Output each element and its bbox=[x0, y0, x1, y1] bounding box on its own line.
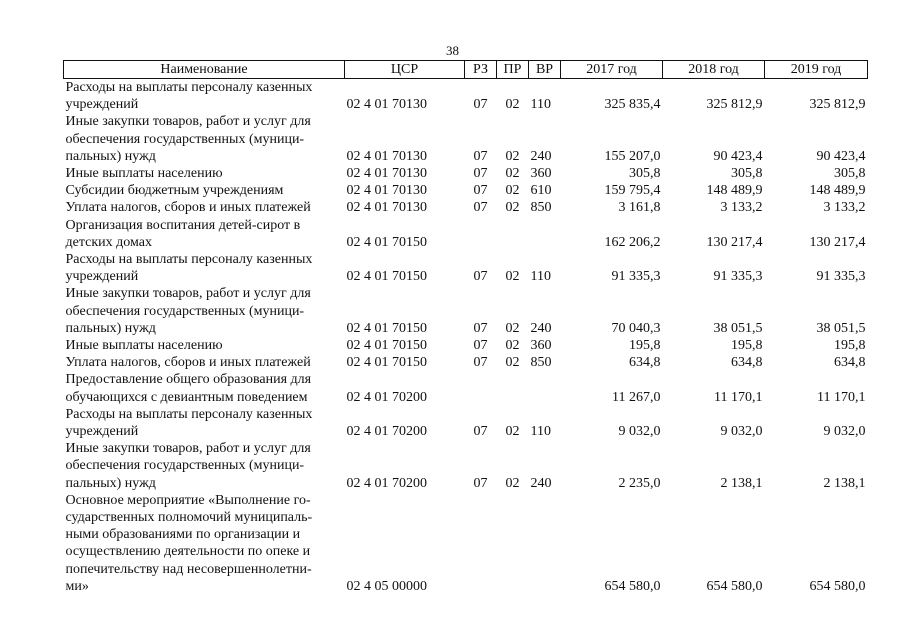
row-name bbox=[64, 440, 345, 492]
row-name bbox=[64, 182, 345, 199]
row-value-2017: 305,8 bbox=[629, 166, 661, 182]
row-value-2017: 159 795,4 bbox=[604, 183, 661, 199]
row-name bbox=[64, 79, 345, 114]
row-value-2018: 634,8 bbox=[731, 355, 763, 371]
row-vr: 360 bbox=[530, 338, 552, 354]
row-value-2017: 654 580,0 bbox=[604, 578, 661, 594]
row-value-2017: 91 335,3 bbox=[611, 269, 661, 285]
row-csr: 02 4 01 70150 bbox=[346, 338, 427, 354]
table-header-row bbox=[64, 61, 868, 79]
row-value-2017: 162 206,2 bbox=[604, 234, 661, 250]
row-value-2018: 305,8 bbox=[731, 166, 763, 182]
header-pr: ПР bbox=[497, 61, 529, 79]
row-pr bbox=[497, 492, 529, 595]
row-vr bbox=[529, 217, 561, 251]
table-row bbox=[64, 285, 868, 337]
row-name-line: обеспечения государственных (муници- bbox=[65, 458, 305, 474]
row-value-2019: 9 032,0 bbox=[823, 424, 866, 440]
row-value-2018: 148 489,9 bbox=[706, 183, 763, 199]
row-name-line: Организация воспитания детей-сирот в bbox=[65, 217, 301, 233]
header-year-2019: 2019 год bbox=[765, 61, 868, 79]
row-name-line: Предоставление общего образования для bbox=[65, 372, 312, 388]
row-csr: 02 4 01 70150 bbox=[346, 355, 427, 371]
table-row bbox=[64, 440, 868, 492]
row-vr: 240 bbox=[530, 475, 552, 491]
row-value-2018: 654 580,0 bbox=[706, 578, 763, 594]
row-vr: 110 bbox=[530, 97, 551, 113]
row-name bbox=[64, 492, 345, 595]
header-vr: ВР bbox=[529, 61, 561, 79]
row-value-2018: 90 423,4 bbox=[713, 148, 763, 164]
row-value-2017: 195,8 bbox=[629, 338, 661, 354]
row-rz: 07 bbox=[473, 320, 488, 336]
row-pr: 02 bbox=[505, 166, 520, 182]
row-value-2017: 155 207,0 bbox=[604, 148, 661, 164]
row-pr: 02 bbox=[505, 355, 520, 371]
row-pr: 02 bbox=[505, 338, 520, 354]
row-value-2018: 38 051,5 bbox=[713, 320, 763, 336]
row-pr: 02 bbox=[505, 97, 520, 113]
row-name-line: пальных) нужд bbox=[65, 320, 156, 336]
row-value-2019: 195,8 bbox=[834, 338, 866, 354]
row-name-line: Расходы на выплаты персоналу казенных bbox=[65, 406, 313, 422]
row-name-line: обеспечения государственных (муници- bbox=[65, 131, 305, 147]
header-year-2018: 2018 год bbox=[663, 61, 765, 79]
table-row bbox=[64, 182, 868, 199]
row-csr: 02 4 01 70200 bbox=[346, 424, 427, 440]
row-pr: 02 bbox=[505, 200, 520, 216]
row-rz: 07 bbox=[473, 269, 488, 285]
table-row bbox=[64, 217, 868, 251]
row-name-line: учреждений bbox=[65, 269, 139, 285]
row-name bbox=[64, 354, 345, 371]
table-row bbox=[64, 79, 868, 114]
row-value-2019: 325 812,9 bbox=[809, 97, 866, 113]
row-rz: 07 bbox=[473, 200, 488, 216]
row-value-2017: 325 835,4 bbox=[604, 97, 661, 113]
row-name-line: Иные выплаты населению bbox=[65, 338, 223, 354]
row-name-line: обеспечения государственных (муници- bbox=[65, 303, 305, 319]
row-csr: 02 4 01 70150 bbox=[346, 320, 427, 336]
row-name-line: Уплата налогов, сборов и иных платежей bbox=[65, 200, 311, 216]
row-value-2018: 195,8 bbox=[731, 338, 763, 354]
row-csr: 02 4 01 70150 bbox=[346, 234, 427, 250]
table-row bbox=[64, 165, 868, 182]
row-rz bbox=[465, 492, 497, 595]
row-value-2019: 2 138,1 bbox=[823, 475, 866, 491]
row-vr: 850 bbox=[530, 200, 552, 216]
row-value-2019: 3 133,2 bbox=[823, 200, 866, 216]
row-value-2017: 3 161,8 bbox=[618, 200, 661, 216]
row-rz: 07 bbox=[473, 355, 488, 371]
row-name bbox=[64, 217, 345, 251]
row-name-line: ными образованиями по организации и bbox=[65, 527, 301, 543]
table-row bbox=[64, 492, 868, 595]
row-vr: 110 bbox=[530, 269, 551, 285]
row-value-2019: 634,8 bbox=[834, 355, 866, 371]
row-value-2018: 130 217,4 bbox=[706, 234, 763, 250]
row-value-2019: 38 051,5 bbox=[816, 320, 866, 336]
row-value-2018: 9 032,0 bbox=[720, 424, 763, 440]
table-row bbox=[64, 251, 868, 285]
row-value-2017: 9 032,0 bbox=[618, 424, 661, 440]
table-row bbox=[64, 371, 868, 405]
row-name-line: сударственных полномочий муниципаль- bbox=[65, 510, 313, 526]
table-body bbox=[64, 79, 868, 596]
row-name-line: учреждений bbox=[65, 97, 139, 113]
row-value-2019: 90 423,4 bbox=[816, 148, 866, 164]
row-rz bbox=[465, 371, 497, 405]
row-name bbox=[64, 199, 345, 216]
table-row bbox=[64, 113, 868, 165]
table-row bbox=[64, 199, 868, 216]
row-rz: 07 bbox=[473, 148, 488, 164]
row-name-line: Уплата налогов, сборов и иных платежей bbox=[65, 355, 311, 371]
row-name-line: осуществлению деятельности по опеке и bbox=[65, 544, 311, 560]
row-csr: 02 4 05 00000 bbox=[346, 578, 427, 594]
row-pr: 02 bbox=[505, 269, 520, 285]
row-name-line: Иные закупки товаров, работ и услуг для bbox=[65, 114, 311, 130]
row-value-2018: 325 812,9 bbox=[706, 97, 763, 113]
row-pr: 02 bbox=[505, 183, 520, 199]
row-pr: 02 bbox=[505, 475, 520, 491]
header-name: Наименование bbox=[64, 61, 345, 79]
row-name bbox=[64, 337, 345, 354]
header-year-2017: 2017 год bbox=[561, 61, 663, 79]
row-rz: 07 bbox=[473, 475, 488, 491]
row-value-2017: 70 040,3 bbox=[611, 320, 661, 336]
row-vr: 240 bbox=[530, 148, 552, 164]
row-csr: 02 4 01 70130 bbox=[346, 200, 427, 216]
row-vr: 850 bbox=[530, 355, 552, 371]
row-pr bbox=[497, 217, 529, 251]
row-value-2019: 91 335,3 bbox=[816, 269, 866, 285]
row-csr: 02 4 01 70150 bbox=[346, 269, 427, 285]
row-vr: 110 bbox=[530, 424, 551, 440]
row-vr: 610 bbox=[530, 183, 552, 199]
budget-table bbox=[63, 60, 868, 595]
row-value-2018: 2 138,1 bbox=[720, 475, 763, 491]
row-vr bbox=[529, 492, 561, 595]
header-csr: ЦСР bbox=[345, 61, 465, 79]
row-value-2018: 91 335,3 bbox=[713, 269, 763, 285]
header-rz: РЗ bbox=[465, 61, 497, 79]
table-row bbox=[64, 337, 868, 354]
row-value-2017: 11 267,0 bbox=[612, 389, 661, 405]
row-pr: 02 bbox=[505, 424, 520, 440]
row-pr: 02 bbox=[505, 320, 520, 336]
row-value-2017: 2 235,0 bbox=[618, 475, 661, 491]
row-rz bbox=[465, 217, 497, 251]
row-csr: 02 4 01 70130 bbox=[346, 97, 427, 113]
row-name-line: пальных) нужд bbox=[65, 475, 156, 491]
row-rz: 07 bbox=[473, 183, 488, 199]
row-name-line: Иные закупки товаров, работ и услуг для bbox=[65, 286, 311, 302]
row-name-line: Расходы на выплаты персоналу казенных bbox=[65, 252, 313, 268]
row-vr: 360 bbox=[530, 166, 552, 182]
row-csr: 02 4 01 70130 bbox=[346, 166, 427, 182]
table-row bbox=[64, 406, 868, 440]
row-value-2018: 11 170,1 bbox=[714, 389, 763, 405]
row-name-line: пальных) нужд bbox=[65, 148, 156, 164]
row-csr: 02 4 01 70130 bbox=[346, 148, 427, 164]
row-vr bbox=[529, 371, 561, 405]
row-name bbox=[64, 165, 345, 182]
row-name-line: учреждений bbox=[65, 424, 139, 440]
row-csr: 02 4 01 70130 bbox=[346, 183, 427, 199]
row-name-line: обучающихся с девиантным поведением bbox=[65, 389, 308, 405]
row-value-2017: 634,8 bbox=[629, 355, 661, 371]
row-value-2019: 130 217,4 bbox=[809, 234, 866, 250]
row-name-line: детских домах bbox=[65, 234, 152, 250]
row-name-line: Иные выплаты населению bbox=[65, 166, 223, 182]
row-rz: 07 bbox=[473, 166, 488, 182]
row-rz: 07 bbox=[473, 424, 488, 440]
row-pr: 02 bbox=[505, 148, 520, 164]
page-number: 38 bbox=[446, 43, 459, 58]
row-value-2019: 11 170,1 bbox=[817, 389, 866, 405]
row-value-2019: 305,8 bbox=[834, 166, 866, 182]
row-csr: 02 4 01 70200 bbox=[346, 389, 427, 405]
table-row bbox=[64, 354, 868, 371]
row-name bbox=[64, 371, 345, 405]
row-rz: 07 bbox=[473, 97, 488, 113]
row-csr: 02 4 01 70200 bbox=[346, 475, 427, 491]
row-name-line: Иные закупки товаров, работ и услуг для bbox=[65, 441, 311, 457]
row-value-2019: 654 580,0 bbox=[809, 578, 866, 594]
row-name-line: Расходы на выплаты персоналу казенных bbox=[65, 80, 313, 95]
row-name-line: Субсидии бюджетным учреждениям bbox=[65, 183, 284, 199]
row-name bbox=[64, 406, 345, 440]
row-name bbox=[64, 285, 345, 337]
row-value-2018: 3 133,2 bbox=[720, 200, 763, 216]
row-pr bbox=[497, 371, 529, 405]
row-name bbox=[64, 113, 345, 165]
row-value-2019: 148 489,9 bbox=[809, 183, 866, 199]
row-name bbox=[64, 251, 345, 285]
row-vr: 240 bbox=[530, 320, 552, 336]
row-name-line: Основное мероприятие «Выполнение го- bbox=[65, 492, 311, 508]
row-rz: 07 bbox=[473, 338, 488, 354]
row-name-line: ми» bbox=[65, 578, 89, 594]
row-name-line: попечительству над несовершеннолетни- bbox=[65, 561, 312, 577]
